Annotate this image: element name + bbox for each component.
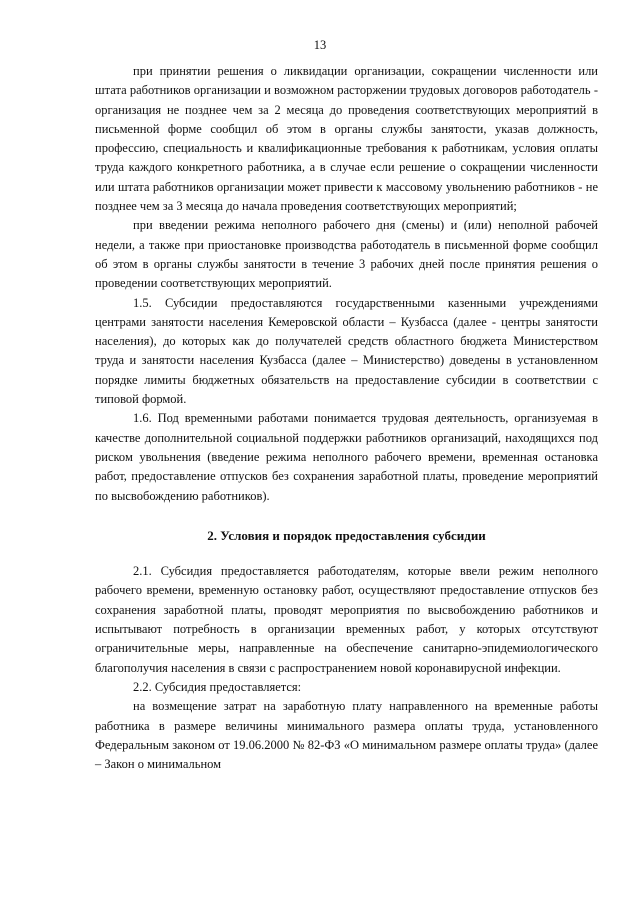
document-body bbox=[95, 62, 598, 774]
paragraph-1-6: 1.6. Под временными работами понимается трудовая деятельность, организуемая в качестве дополнительной социальной поддержки работников организаций, находящихся под риском увольнения (введение режима неполного рабочего времени, временная остановка работ, предоставление отпусков без сохранения заработной платы, проведение мероприятий по высвобождению работников). bbox=[95, 411, 598, 503]
paragraph-part-time-notice: при введении режима неполного рабочего дня (смены) и (или) неполной рабочей недели, а также при приостановке производства работодатель в письменной форме сообщил об этом в органы службы занятости в течение 3 рабочих дней после принятия решения о проведении соответствующих мероприятий. bbox=[95, 218, 598, 291]
page-number: 13 bbox=[313, 38, 327, 52]
paragraph-2-2-item: на возмещение затрат на заработную плату направленного на временные работы работника в размере величины минимального размера оплаты труда, установленного Федеральным законом от 19.06.2000 № 82-ФЗ «О минимальном размере оплаты труда» (далее – Закон о минимальном bbox=[95, 699, 598, 772]
paragraph-2-1: 2.1. Субсидия предоставляется работодателям, которые ввели режим неполного рабочего времени, временную остановку работ, осуществляют предоставление отпусков без сохранения заработной платы, проводят мероприятия по высвобождению работников и испытывают потребность в организации временных работ, у которых отсутствуют ограничительные меры, направленные на обеспечение санитарно-эпидемиологического благополучия населения в связи с распространением новой коронавирусной инфекции. bbox=[95, 564, 598, 675]
paragraph-1-5: 1.5. Субсидии предоставляются государственными казенными учреждениями центрами занятости населения Кемеровской области – Кузбасса (далее - центры занятости населения), до которых как до получателей средств областного бюджета Министерством труда и занятости населения Кузбасса (далее – Министерство) доведены в установленном порядке лимиты бюджетных обязательств на предоставление субсидии в соответствии с типовой формой. bbox=[95, 295, 598, 407]
section-heading: 2. Условия и порядок предоставления субсидии bbox=[207, 527, 486, 543]
paragraph-2-2: 2.2. Субсидия предоставляется: bbox=[133, 679, 302, 694]
paragraph-liquidation-notice: при принятии решения о ликвидации организации, сокращении численности или штата работников организации и возможном расторжении трудовых договоров работодатель - организация не позднее чем за 2 месяца до проведения соответствующих мероприятий в письменной форме сообщил об этом в органы службы занятости, указав должность, профессию, специальность и квалификационные требования к работникам, условия оплаты труда каждого конкретного работника, а в случае если решение о сокращении численности или штата работников организации может привести к массовому увольнению работников - не позднее чем за 3 месяца до начала проведения соответствующих мероприятий; bbox=[95, 64, 598, 214]
